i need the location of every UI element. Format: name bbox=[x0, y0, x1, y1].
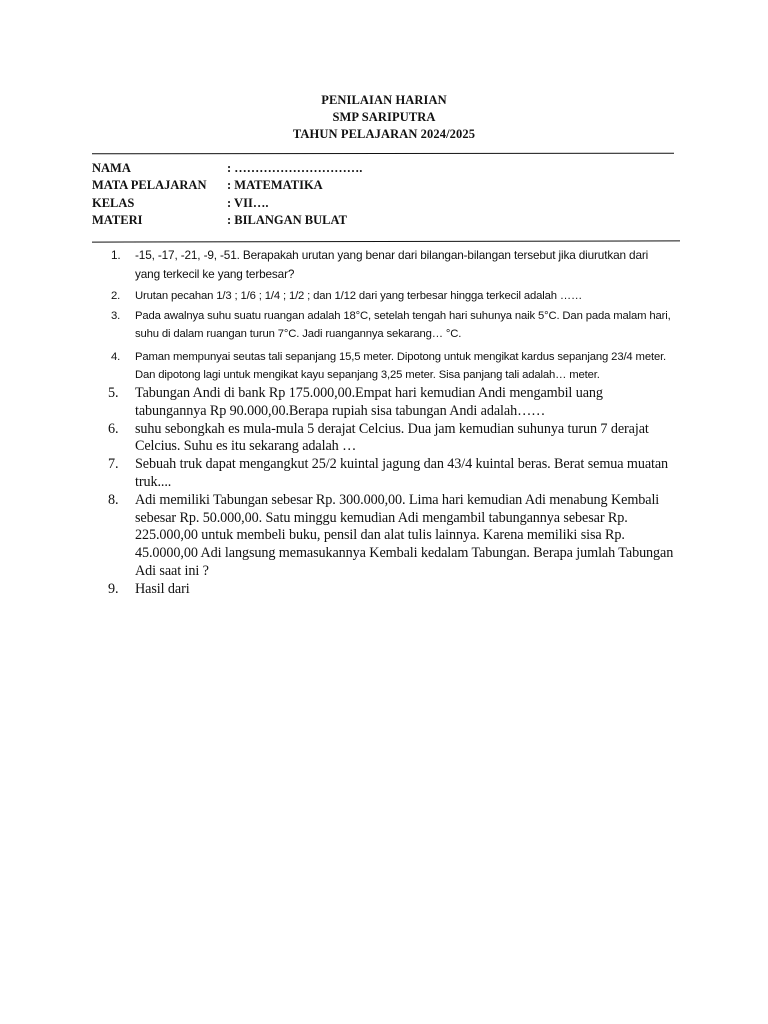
question-text: Tabungan Andi di bank Rp 175.000,00.Empat hari kemudian Andi mengambil uang tabungannya Rp 90.000,00.Berapa rupiah sisa tabungan Andi adalah…… bbox=[135, 385, 603, 419]
question-item bbox=[104, 348, 676, 384]
question-list bbox=[104, 246, 676, 599]
question-number: 9. bbox=[108, 580, 119, 597]
identity-block bbox=[92, 160, 362, 229]
question-number: 8. bbox=[108, 491, 119, 508]
identity-row-subject bbox=[92, 177, 362, 194]
question-number: 7. bbox=[108, 456, 119, 473]
question-number: 5. bbox=[108, 385, 119, 402]
question-item bbox=[104, 246, 676, 283]
question-item bbox=[104, 307, 676, 343]
header-school: SMP SARIPUTRA bbox=[332, 110, 436, 124]
identity-label: MATA PELAJARAN bbox=[92, 178, 207, 193]
identity-row-name bbox=[92, 160, 362, 177]
question-text: Pada awalnya suhu suatu ruangan adalah 18°C, setelah tengah hari suhunya naik 5°C. Dan pada malam hari, suhu di dalam ruangan turun 7°C. Jadi ruangannya sekarang… °C. bbox=[135, 310, 671, 341]
identity-row-topic bbox=[92, 212, 362, 229]
question-text: Paman mempunyai seutas tali sepanjang 15,5 meter. Dipotong untuk mengikat kardus sepanjang 23/4 meter. Dan dipotong lagi untuk mengikat kayu sepanjang 3,25 meter. Sisa panjang tali adalah… meter. bbox=[135, 350, 667, 381]
question-item bbox=[104, 492, 676, 581]
question-number: 6. bbox=[108, 420, 119, 437]
top-divider bbox=[92, 153, 674, 155]
identity-label: KELAS bbox=[92, 195, 135, 210]
question-item bbox=[104, 421, 676, 457]
question-number: 1. bbox=[111, 248, 121, 262]
identity-value: : BILANGAN BULAT bbox=[227, 212, 347, 227]
question-text: Sebuah truk dapat mengangkut 25/2 kuintal jagung dan 43/4 kuintal beras. Berat semua muatan truk.... bbox=[135, 456, 669, 490]
identity-label: NAMA bbox=[92, 161, 131, 175]
question-item bbox=[104, 287, 676, 305]
question-item bbox=[104, 456, 676, 492]
bottom-divider bbox=[92, 240, 680, 242]
identity-row-class bbox=[92, 195, 362, 212]
question-number: 2. bbox=[111, 290, 121, 302]
question-text: Adi memiliki Tabungan sebesar Rp. 300.000,00. Lima hari kemudian Adi menabung Kembali sebesar Rp. 50.000,00. Satu minggu kemudian Adi mengambil tabungannya sebesar Rp. 225.000,00 untuk membeli buku, pensil dan alat tulis lainnya. Karena memiliki sisa Rp. 45.0000,00 Adi langsung memasukannya Kembali kedalam Tabungan. Berapa jumlah Tabungan Adi saat ini ? bbox=[135, 491, 674, 579]
identity-value: : MATEMATIKA bbox=[227, 178, 323, 193]
identity-value: : VII…. bbox=[227, 195, 269, 210]
question-number: 4. bbox=[111, 350, 121, 363]
question-text: suhu sebongkah es mula-mula 5 derajat Celcius. Dua jam kemudian suhunya turun 7 derajat Celcius. Suhu es itu sekarang adalah … bbox=[135, 420, 649, 455]
document-header bbox=[0, 92, 768, 143]
identity-value: : …………………………. bbox=[227, 161, 363, 175]
question-item bbox=[104, 581, 676, 599]
question-text: Hasil dari bbox=[135, 580, 190, 597]
identity-label: MATERI bbox=[92, 212, 143, 227]
header-academic-year: TAHUN PELAJARAN 2024/2025 bbox=[292, 127, 476, 141]
question-number: 3. bbox=[111, 310, 121, 323]
question-item bbox=[104, 385, 676, 421]
question-text: -15, -17, -21, -9, -51. Berapakah urutan yang benar dari bilangan-bilangan tersebut jika diurutkan dari yang terkecil ke yang terbesar? bbox=[135, 248, 649, 281]
question-text: Urutan pecahan 1/3 ; 1/6 ; 1/4 ; 1/2 ; dan 1/12 dari yang terbesar hingga terkecil adalah …… bbox=[135, 290, 583, 302]
header-title: PENILAIAN HARIAN bbox=[321, 93, 447, 107]
